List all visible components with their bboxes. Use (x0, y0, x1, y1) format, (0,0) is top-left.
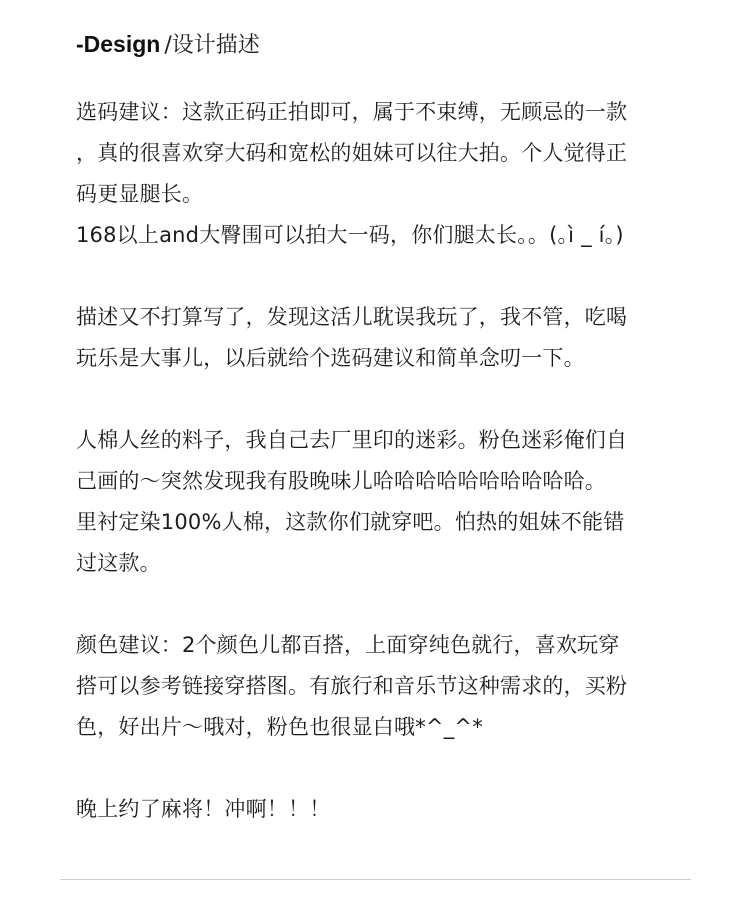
text-line: 人棉人丝的料子，我自己去厂里印的迷彩。粉色迷彩俺们自 (76, 428, 628, 452)
section-header (76, 28, 260, 59)
closing-paragraph (76, 789, 696, 830)
paragraph-spacer (76, 748, 696, 789)
description-note-paragraph (76, 297, 696, 379)
text-line: 过这款。 (76, 551, 161, 575)
sizing-advice-paragraph (76, 92, 696, 256)
text-line: 选码建议：这款正码正拍即可，属于不束缚，无顾忌的一款 (76, 100, 628, 124)
text-line: ，真的很喜欢穿大码和宽松的姐妹可以往大拍。个人觉得正 (76, 141, 628, 165)
text-line: 里衬定染100%人棉，这款你们就穿吧。怕热的姐妹不能错 (76, 510, 625, 534)
color-advice-paragraph (76, 625, 696, 748)
paragraph-spacer (76, 584, 696, 625)
text-line: 描述又不打算写了，发现这活儿耽误我玩了，我不管，吃喝 (76, 305, 628, 329)
text-line: 玩乐是大事儿，以后就给个选码建议和简单念叨一下。 (76, 346, 585, 370)
text-line: 己画的～突然发现我有股晚味儿哈哈哈哈哈哈哈哈哈哈。 (76, 469, 606, 493)
text-line: 颜色建议：2个颜色儿都百搭，上面穿纯色就行，喜欢玩穿 (76, 633, 620, 657)
paragraph-spacer (76, 256, 696, 297)
bottom-divider (60, 879, 691, 880)
text-line: 搭可以参考链接穿搭图。有旅行和音乐节这种需求的，买粉 (76, 674, 628, 698)
section-title: -Design (76, 31, 161, 57)
section-subtitle: /设计描述 (164, 33, 260, 58)
description-body (76, 92, 696, 830)
fabric-paragraph (76, 420, 696, 584)
paragraph-spacer (76, 379, 696, 420)
text-line: 色，好出片～哦对，粉色也很显白哦*^_^* (76, 715, 483, 739)
text-line: 码更显腿长。 (76, 182, 204, 206)
text-line: 168以上and大臀围可以拍大一码，你们腿太长。。(｡ì _ í｡) (76, 223, 624, 247)
text-line: 晚上约了麻将！冲啊！！！ (76, 797, 331, 821)
